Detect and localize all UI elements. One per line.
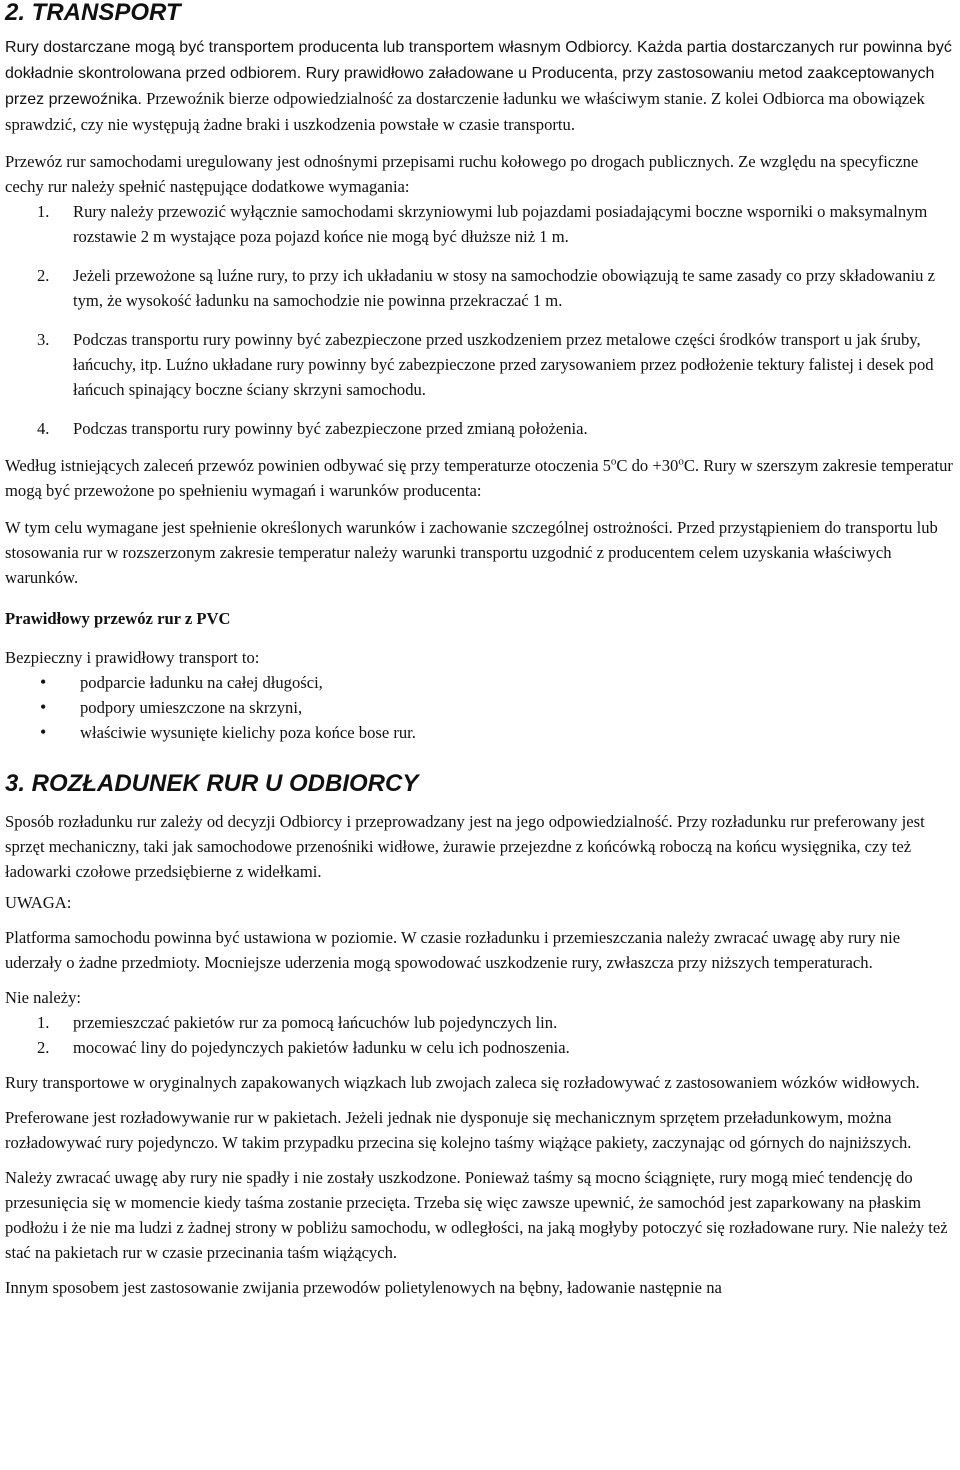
temperature-paragraph <box>5 453 956 503</box>
list-text: właściwie wysunięte kielichy poza końce bose rur. <box>80 723 416 742</box>
list-item <box>5 327 956 402</box>
list-item <box>5 670 956 695</box>
list-item <box>5 1035 956 1060</box>
list-item <box>5 199 956 249</box>
section-2-heading: 2. TRANSPORT <box>5 0 181 26</box>
safe-transport-list <box>5 670 956 745</box>
transport-paragraph-1b: Przewoźnik bierze odpowiedzialność za dostarczenie ładunku we właściwym stanie. Z kolei Odbiorca ma obowiązek sprawdzić, czy nie występują żadne braki i uszkodzenia powstałe w czasie transportu. <box>5 89 925 134</box>
list-number: 2. <box>37 1038 50 1057</box>
degree-sup-1: o <box>610 455 617 468</box>
prohibitions-intro: Nie należy: <box>5 988 82 1007</box>
list-text: podparcie ładunku na całej długości, <box>80 673 323 692</box>
unloading-paragraph-6: Innym sposobem jest zastosowanie zwijania przewodów polietylenowych na bębny, ładowanie następnie na <box>5 1278 722 1297</box>
list-text: Jeżeli przewożone są luźne rury, to przy ich układaniu w stosy na samochodzie obowiązują te same zasady co przy składowaniu z tym, że wysokość ładunku na samochodzie nie powinna przekraczać 1 m. <box>73 266 935 310</box>
list-item <box>5 263 956 313</box>
list-number: 2. <box>37 266 50 285</box>
list-text: Rury należy przewozić wyłącznie samochodami skrzyniowymi lub pojazdami posiadającymi boczne wsporniki o maksymalnym rozstawie 2 m wystające poza pojazd końce nie mogą być dłuższe niż 1 m. <box>73 202 928 246</box>
list-item <box>5 720 956 745</box>
bullet-icon: • <box>40 672 47 692</box>
transport-paragraph-2: Przewóz rur samochodami uregulowany jest odnośnymi przepisami ruchu kołowego po drogach publicznych. Ze względu na specyficzne cechy rur należy spełnić następujące dodatkowe wymagania: <box>5 152 919 196</box>
warning-label: UWAGA: <box>5 893 72 912</box>
list-text: przemieszczać pakietów rur za pomocą łańcuchów lub pojedynczych lin. <box>73 1013 558 1032</box>
list-text: Podczas transportu rury powinny być zabezpieczone przed zmianą położenia. <box>73 419 588 438</box>
temperature-text-b: C do +30 <box>616 456 679 475</box>
bullet-icon: • <box>40 722 47 742</box>
unloading-paragraph-5: Należy zwracać uwagę aby rury nie spadły i nie zostały uszkodzone. Ponieważ taśmy są mocno ściągnięte, rury mogą mieć tendencję do przesunięcia się w momencie kiedy taśma zostanie przecięta. Trzeba się więc zawsze upewnić, że samochód jest zaparkowany na płaskim podłożu i że nie ma ludzi z żadnej strony w pobliżu samochodu, w odległości, na jaką mogłyby potoczyć się rozładowane rury. Nie należy też stać na pakietach rur w czasie przecinania taśm wiążących. <box>5 1168 948 1262</box>
list-number: 4. <box>37 419 50 438</box>
unloading-paragraph-1: Sposób rozładunku rur zależy od decyzji Odbiorcy i przeprowadzany jest na jego odpowiedzialność. Przy rozładunku rur preferowany jest sprzęt mechaniczny, taki jak samochodowe przenośniki widłowe, żurawie przejezdne z końcówką roboczą na końcu wysięgnika, czy też ładowarki czołowe przedsiębierne z widełkami. <box>5 812 925 881</box>
requirements-list <box>5 199 956 441</box>
safe-transport-intro: Bezpieczny i prawidłowy transport to: <box>5 648 260 667</box>
list-text: mocować liny do pojedynczych pakietów ładunku w celu ich podnoszenia. <box>73 1038 570 1057</box>
transport-paragraph-1a: Rury dostarczane mogą być transportem producenta lub transportem własnym Odbiorcy. Każda partia dostarczanych rur powinna być dokładnie skontrolowana przed odbiorem. Rury prawidłowo załadowane u Producenta, przy zastosowaniu metod zaakceptowanych przez przewoźnika. <box>5 39 952 108</box>
transport-paragraph-1 <box>5 34 956 137</box>
conditions-paragraph: W tym celu wymagane jest spełnienie określonych warunków i zachowanie szczególnej ostrożności. Przed przystąpieniem do transportu lub stosowania rur w rozszerzonym zakresie temperatur należy warunki transportu uzgodnić z producentem celem uzyskania właściwych warunków. <box>5 518 938 587</box>
prohibitions-list <box>5 1010 956 1060</box>
list-number: 1. <box>37 202 50 221</box>
unloading-paragraph-2: Platforma samochodu powinna być ustawiona w poziomie. W czasie rozładunku i przemieszczania należy zwracać uwagę aby rury nie uderzały o żadne przedmioty. Mocniejsze uderzenia mogą spowodować uszkodzenie rury, zwłaszcza przy niższych temperaturach. <box>5 928 901 972</box>
pvc-subheading: Prawidłowy przewóz rur z PVC <box>5 609 231 628</box>
list-item <box>5 1010 956 1035</box>
list-text: podpory umieszczone na skrzyni, <box>80 698 303 717</box>
bullet-icon: • <box>40 697 47 717</box>
list-number: 1. <box>37 1013 50 1032</box>
list-text: Podczas transportu rury powinny być zabezpieczone przed uszkodzeniem przez metalowe części środków transport u jak śruby, łańcuchy, itp. Luźno układane rury powinny być zabezpieczone przed zarysowaniem przez podłożenie tektury falistej i desek pod łańcuch spinający boczne ściany skrzyni samochodu. <box>73 330 934 399</box>
temperature-text-c: C. Rury w szerszym zakresie temperatur mogą być przewożone po spełnieniu wymagań i warunków producenta: <box>5 456 953 500</box>
unloading-paragraph-4: Preferowane jest rozładowywanie rur w pakietach. Jeżeli jednak nie dysponuje się mechanicznym sprzętem przeładunkowym, można rozładowywać rury pojedynczo. W takim przypadku przecina się kolejno taśmy wiążące pakiety, zaczynając od górnych do najniższych. <box>5 1108 912 1152</box>
section-3-heading: 3. ROZŁADUNEK RUR U ODBIORCY <box>5 770 419 797</box>
list-item <box>5 416 956 441</box>
degree-sup-2: o <box>678 455 684 468</box>
list-number: 3. <box>37 330 50 349</box>
temperature-text-a: Według istniejących zaleceń przewóz powinien odbywać się przy temperaturze otoczenia 5 <box>5 456 611 475</box>
unloading-paragraph-3: Rury transportowe w oryginalnych zapakowanych wiązkach lub zwojach zaleca się rozładowywać z zastosowaniem wózków widłowych. <box>5 1073 920 1092</box>
list-item <box>5 695 956 720</box>
